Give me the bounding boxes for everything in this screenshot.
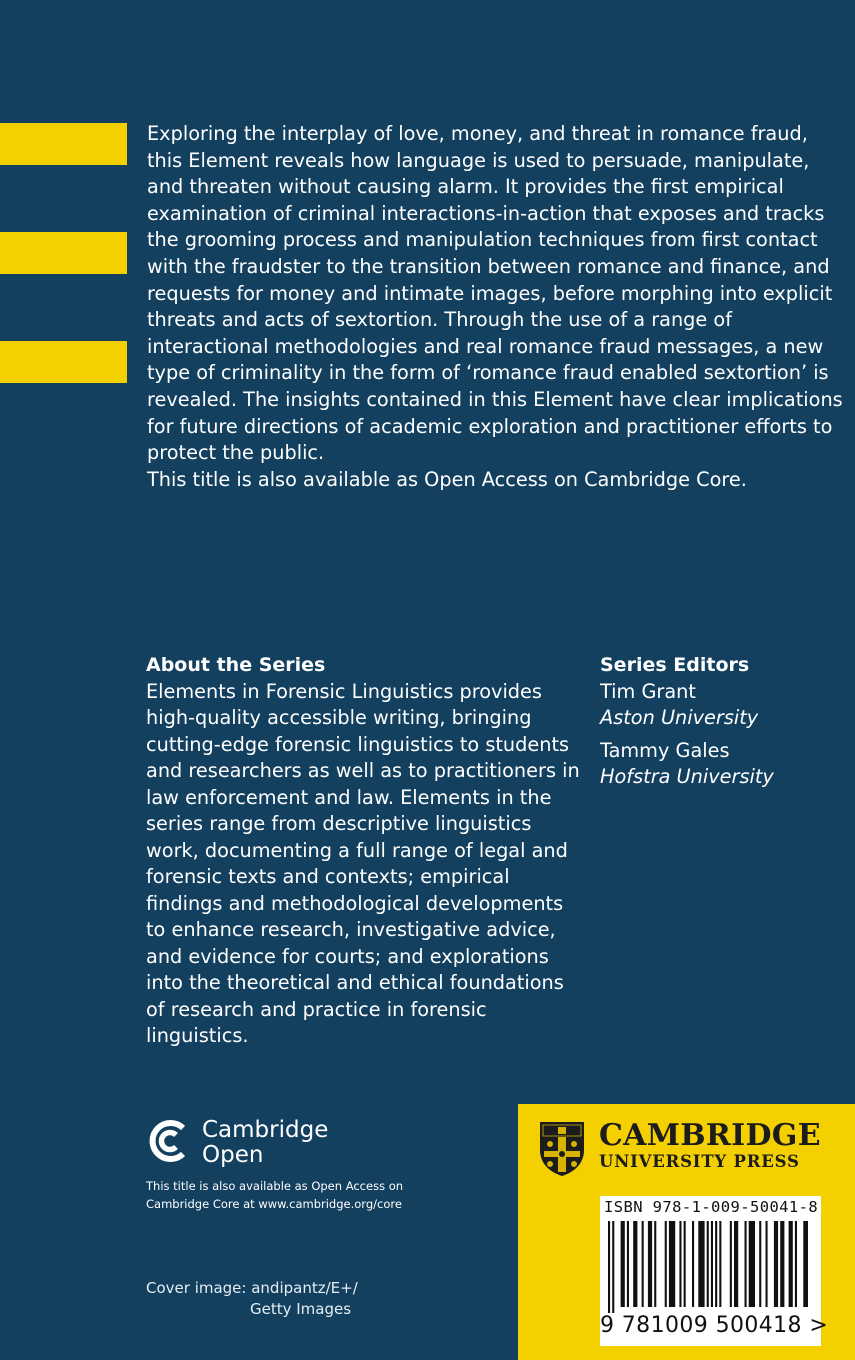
barcode-bar [803,1221,808,1307]
barcode-bar [719,1221,721,1307]
barcode-bar [745,1221,747,1307]
barcode-bars [608,1221,808,1313]
isbn-label: ISBN 978-1-009-50041-8 [604,1198,819,1216]
barcode-bar [734,1221,738,1307]
cambridge-shield-icon [538,1120,586,1178]
barcode-bar [698,1221,704,1307]
cover-image-credit [146,1278,358,1320]
publisher-name-line2: UNIVERSITY PRESS [599,1152,800,1171]
barcode-bar [621,1221,625,1307]
barcode-digits: 9 781009 500418 > [600,1313,829,1338]
cambridge-open-line1: Cambridge [202,1117,329,1143]
barcode-bar [648,1221,652,1307]
cambridge-open-icon [146,1118,192,1164]
barcode-bar [730,1221,732,1307]
publisher-panel [518,1104,855,1360]
editor-entry [600,738,840,791]
cambridge-open-wordmark [202,1118,328,1168]
barcode-bar [749,1221,755,1307]
barcode-bar [780,1221,784,1307]
barcode-bar [692,1221,694,1307]
editor-entry [600,679,840,732]
barcode-bar [665,1221,667,1307]
barcode-bar [642,1221,644,1307]
barcode-bar [633,1221,637,1307]
cambridge-open-logo [146,1118,346,1170]
editor-name: Tim Grant [600,679,696,703]
decorative-yellow-bar-1 [0,123,127,165]
editor-name: Tammy Gales [600,738,730,762]
editor-affiliation: Aston University [600,706,759,729]
barcode-bar [608,1221,610,1313]
barcode-bar [679,1221,681,1307]
barcode-bar [627,1221,629,1307]
credit-line2: Getty Images [250,1300,352,1318]
about-the-series [146,652,586,1050]
decorative-yellow-bar-3 [0,341,127,383]
barcode-bar [715,1221,717,1307]
cambridge-open-note: This title is also available as Open Access on Cambridge Core at www.cambridge.org/core [146,1179,404,1211]
series-editors [600,652,840,791]
book-blurb [147,121,847,493]
barcode-bar [684,1221,686,1307]
barcode-bar [759,1221,761,1307]
cambridge-open-line2: Open [202,1142,264,1168]
barcode-bar [795,1221,797,1307]
barcode-bar [612,1221,614,1313]
about-body: Elements in Forensic Linguistics provides high-quality accessible writing, bringing cutting-edge forensic linguistics to students and researchers as well as to practitioners in law enforcement and law. Elements in the series range from descriptive linguistics work, documenting a full range of legal and forensic texts and contexts; empirical findings and methodological developments to enhance research, investigative advice, and evidence for courts; and explorations into the theoretical and ethical foundations of research and practice in forensic linguistics. [146,679,580,1047]
blurb-text: Exploring the interplay of love, money, and threat in romance fraud, this Element reveals how language is used to persuade, manipulate, and threaten without causing alarm. It provides the first empirical examination of criminal interactions-in-action that exposes and tracks the grooming process and manipulation techniques from first contact with the fraudster to the transition between romance and finance, and requests for money and intimate images, before morphing into explicit threats and acts of sextortion. Through the use of a range of interactional methodologies and real romance fraud messages, a new type of criminality in the form of ‘romance fraud enabled sextortion’ is revealed. The insights contained in this Element have clear implications for future directions of academic exploration and practitioner efforts to protect the public. [147,122,843,465]
barcode-bar [789,1221,793,1307]
decorative-yellow-bar-2 [0,232,127,274]
editor-affiliation: Hofstra University [600,765,774,788]
about-heading: About the Series [146,654,326,676]
barcode-bar [707,1221,709,1307]
blurb-open-access-note: This title is also available as Open Access on Cambridge Core. [147,467,747,491]
publisher-name [599,1120,821,1172]
barcode-bar [711,1221,713,1307]
barcode-bar [669,1221,675,1307]
barcode-bar [766,1221,768,1307]
isbn-barcode [600,1196,829,1346]
barcode-bar [654,1221,656,1307]
publisher-name-line1: CAMBRIDGE [599,1118,821,1153]
barcode-bar [774,1221,778,1307]
credit-line1: Cover image: andipantz/E+/ [146,1279,358,1297]
editors-heading: Series Editors [600,654,750,676]
